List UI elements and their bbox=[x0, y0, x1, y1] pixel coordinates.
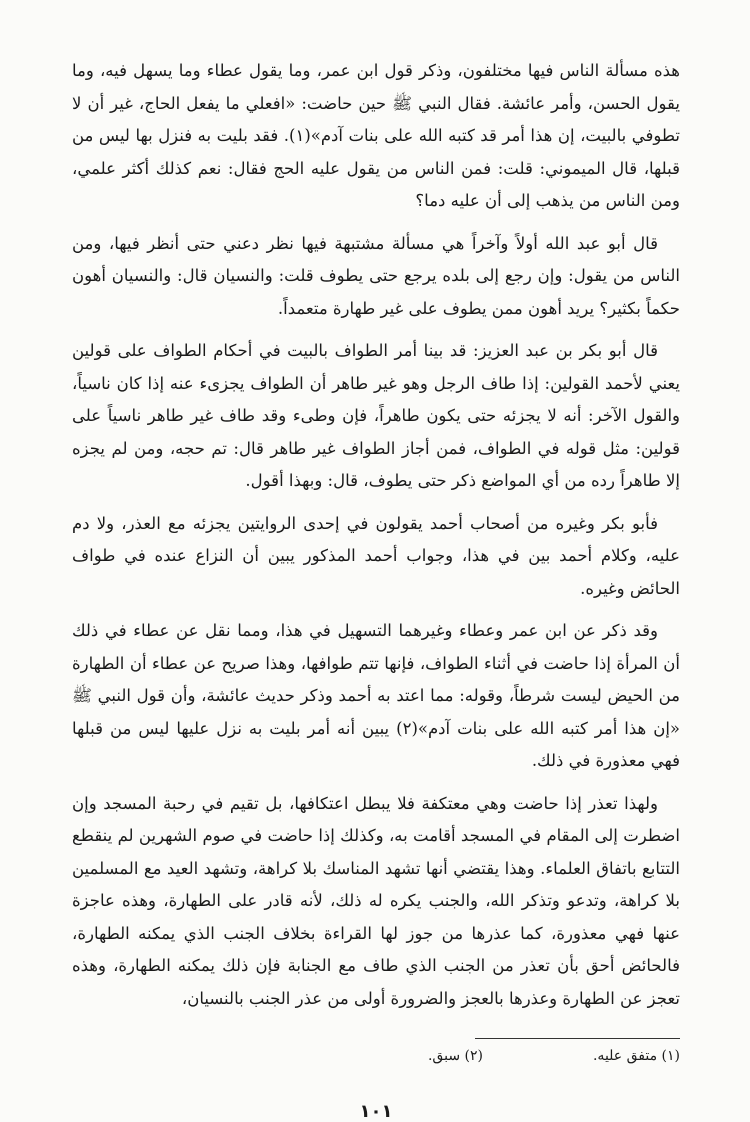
paragraph-2: قال أبو عبد الله أولاً وآخراً هي مسألة مشتبهة فيها نظر دعني حتى أنظر فيها، ومن الناس من يقول: وإن رجع إلى بلده يرجع حتى يطوف قلت: والنسيان قال: والنسيان أهون حكماً بكثير؟ يريد أهون ممن يطوف على غير طهارة متعمداً. bbox=[72, 233, 680, 318]
footnote-2: (٢) سبق. bbox=[427, 1048, 483, 1064]
paragraph-3: قال أبو بكر بن عبد العزيز: قد بينا أمر الطواف بالبيت في أحكام الطواف على قولين يعني لأحمد القولين: إذا طاف الرجل وهو غير طاهر أن الطواف يجزىء عنه إذا كان ناسياً، والقول الآخر: أنه لا يجزئه حتى يكون طاهراً، فإن وطىء وقد طاف غير طاهر ناسياً على قولين: مثل قوله في الطواف، فمن أجاز الطواف غير طاهر قال: تم حجه، ومن لم يجزه إلا طاهراً رده من أي المواضع ذكر حتى يطوف، قال: وبهذا أقول. bbox=[72, 341, 680, 490]
footnotes bbox=[72, 1043, 680, 1069]
page-number: ١٠١ bbox=[359, 1101, 393, 1122]
footnote-divider bbox=[475, 1038, 680, 1039]
book-page bbox=[72, 55, 680, 1122]
paragraph-4: فأبو بكر وغيره من أصحاب أحمد يقولون في إحدى الروايتين يجزئه مع العذر، ولا دم عليه، وكلام أحمد بين في هذا، وجواب أحمد المذكور يبين أن النزاع عنده في طواف الحائض وغيره. bbox=[72, 513, 680, 598]
paragraph-5: وقد ذكر عن ابن عمر وعطاء وغيرهما التسهيل في هذا، ومما نقل عن عطاء في ذلك أن المرأة إذا حاضت في أثناء الطواف، فإنها تتم طوافها، وهذا صريح عن عطاء أن الطهارة من الحيض ليست شرطاً، وقوله: مما اعتد به أحمد وذكر حديث عائشة، وأن قول النبي ﷺ «إن هذا أمر كتبه الله على بنات آدم»(٢) يبين أنه أمر بليت به نزل عليها ليس من قبلها فهي معذورة في ذلك. bbox=[72, 621, 680, 770]
footnote-1: (١) متفق عليه. bbox=[592, 1048, 680, 1064]
paragraph-1: هذه مسألة الناس فيها مختلفون، وذكر قول ابن عمر، وما يقول عطاء وما يسهل فيه، وما يقول الحسن، وأمر عائشة. فقال النبي ﷺ حين حاضت: «افعلي ما يفعل الحاج، غير أن لا تطوفي بالبيت، إن هذا أمر قد كتبه الله على بنات آدم»(١). فقد بليت به فنزل بها ليس من قبلها، قال الميموني: قلت: فمن الناس من يقول عليه الحج فقال: نعم كذلك أكثر علمي، ومن الناس من يذهب إلى أن عليه دما؟ bbox=[72, 61, 680, 210]
paragraph-6: ولهذا تعذر إذا حاضت وهي معتكفة فلا يبطل اعتكافها، بل تقيم في رحبة المسجد وإن اضطرت إلى المقام في المسجد أقامت به، وكذلك إذا حاضت في صوم الشهرين لم ينقطع التتابع باتفاق العلماء. وهذا يقتضي أنها تشهد المناسك بلا كراهة، وتشهد العيد مع المسلمين بلا كراهة، وتدعو وتذكر الله، والجنب يكره له ذلك، لأنه قادر على الطهارة، وهذه عاجزة عنها فهي معذورة، كما عذرها من جوز لها القراءة بخلاف الجنب الذي يمكنه الطهارة، فالحائض أحق بأن تعذر من الجنب الذي طاف مع الجنابة فإن ذلك يمكنه الطهارة، وهذه تعجز عن الطهارة وعذرها بالعجز والضرورة أولى من عذر الجنب بالنسيان، bbox=[72, 793, 680, 1008]
